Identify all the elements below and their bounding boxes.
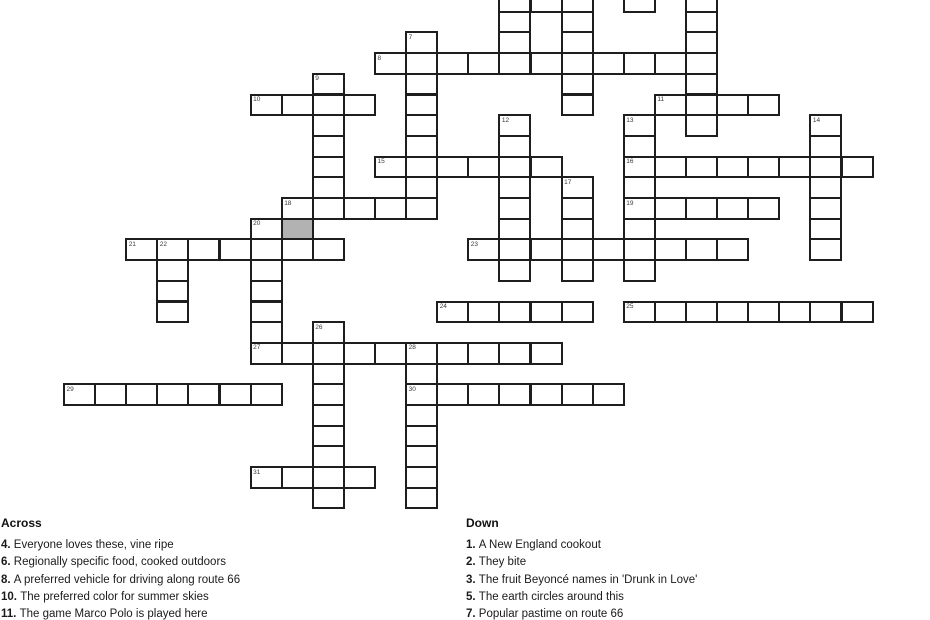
cell-number: 25 [626,303,634,310]
grid-cell-c18r3[interactable] [623,52,656,75]
grid-cell-c8r23[interactable] [312,466,345,489]
grid-cell-c11r23[interactable] [405,466,438,489]
grid-cell-c20r4[interactable] [685,73,718,96]
grid-cell-c16r19[interactable] [561,383,594,406]
grid-cell-c22r15[interactable] [747,301,780,324]
clue-item-8: 8. A preferred vehicle for driving along route 66 [1,573,241,586]
cell-number: 15 [377,158,385,166]
grid-cell-c11r19[interactable] [405,383,438,406]
grid-cell-c9r10[interactable] [343,197,376,220]
grid-cell-c8r24[interactable] [312,487,345,510]
grid-cell-c8r21[interactable] [312,425,345,448]
grid-cell-c16r11[interactable] [561,218,594,241]
grid-cell-c13r17[interactable] [467,342,500,365]
grid-cell-c14r12[interactable] [498,238,531,261]
grid-cell-c18r12[interactable] [623,238,656,261]
grid-cell-c11r3[interactable] [405,52,438,75]
grid-cell-c16r2[interactable] [561,31,594,54]
grid-cell-c24r6[interactable] [809,114,842,137]
grid-cell-c15r0[interactable] [530,0,563,13]
clue-item-11: 11. The game Marco Polo is played here [1,608,208,620]
grid-cell-c12r8[interactable] [436,156,469,179]
grid-cell-c0r19[interactable] [63,383,96,406]
grid-cell-c14r3[interactable] [498,52,531,75]
grid-cell-c21r10[interactable] [716,197,749,220]
grid-cell-c7r23[interactable] [281,466,314,489]
grid-cell-c20r1[interactable] [685,11,718,34]
grid-cell-c9r23[interactable] [343,466,376,489]
grid-cell-c8r18[interactable] [312,363,345,386]
grid-cell-c7r10[interactable] [281,197,314,220]
grid-cell-c11r10[interactable] [405,197,438,220]
clue-item-1: 1. A New England cookout [466,539,601,551]
grid-cell-c16r12[interactable] [561,238,594,261]
grid-cell-c20r15[interactable] [685,301,718,324]
clue-item-5: 5. The earth circles around this [466,590,624,603]
down-heading: Down [466,516,499,530]
grid-cell-c19r12[interactable] [654,238,687,261]
grid-cell-c6r17[interactable] [250,342,283,365]
clue-item-10: 10. The preferred color for summer skies [1,590,209,603]
grid-cell-c20r2[interactable] [685,31,718,54]
grid-cell-c24r7[interactable] [809,135,842,158]
grid-cell-c21r12[interactable] [716,238,749,261]
grid-cell-c12r17[interactable] [436,342,469,365]
grid-cell-c3r19[interactable] [156,383,189,406]
clue-number: 11. [1,608,20,620]
clue-number: 7. [466,608,479,620]
grid-cell-c11r2[interactable] [405,31,438,54]
grid-cell-c25r8[interactable] [841,156,874,179]
grid-cell-c7r11[interactable] [281,218,314,241]
grid-cell-c11r9[interactable] [405,176,438,199]
grid-cell-c1r19[interactable] [94,383,127,406]
grid-cell-c19r3[interactable] [654,52,687,75]
grid-cell-c14r19[interactable] [498,383,531,406]
down-clue-list [466,537,921,620]
grid-cell-c17r12[interactable] [592,238,625,261]
grid-cell-c22r8[interactable] [747,156,780,179]
grid-cell-c16r9[interactable] [561,176,594,199]
grid-cell-c22r10[interactable] [747,197,780,220]
grid-cell-c16r4[interactable] [561,73,594,96]
grid-cell-c18r8[interactable] [623,156,656,179]
cell-number: 30 [408,385,416,393]
cell-number: 13 [626,116,634,124]
grid-cell-c5r19[interactable] [219,383,252,406]
grid-cell-c11r24[interactable] [405,487,438,510]
grid-cell-c22r5[interactable] [747,94,780,117]
cell-number: 11 [657,96,665,103]
cell-number: 19 [626,199,634,207]
grid-cell-c6r15[interactable] [250,301,283,324]
grid-cell-c8r20[interactable] [312,404,345,427]
grid-cell-c19r8[interactable] [654,156,687,179]
cell-number: 29 [66,385,74,393]
grid-cell-c6r5[interactable] [250,94,283,117]
grid-cell-c11r22[interactable] [405,445,438,468]
grid-cell-c4r12[interactable] [187,238,220,261]
grid-cell-c13r3[interactable] [467,52,500,75]
cell-number: 14 [812,116,821,124]
grid-cell-c8r7[interactable] [312,135,345,158]
grid-cell-c21r15[interactable] [716,301,749,324]
grid-cell-c24r12[interactable] [809,238,842,261]
grid-cell-c14r6[interactable] [498,114,531,137]
grid-cell-c13r8[interactable] [467,156,500,179]
grid-cell-c15r3[interactable] [530,52,563,75]
grid-cell-c2r19[interactable] [125,383,158,406]
grid-cell-c14r11[interactable] [498,218,531,241]
grid-cell-c13r19[interactable] [467,383,500,406]
grid-cell-c14r8[interactable] [498,156,531,179]
grid-cell-c6r13[interactable] [250,259,283,282]
grid-cell-c20r12[interactable] [685,238,718,261]
grid-cell-c23r8[interactable] [778,156,811,179]
clue-number: 6. [1,556,14,569]
grid-cell-c13r12[interactable] [467,238,500,261]
cell-number: 23 [470,240,479,248]
clue-number: 3. [466,573,479,586]
cell-number: 17 [564,178,572,186]
grid-cell-c19r5[interactable] [654,94,687,117]
grid-cell-c11r21[interactable] [405,425,438,448]
grid-cell-c13r15[interactable] [467,301,500,324]
grid-cell-c11r4[interactable] [405,73,438,96]
grid-cell-c12r19[interactable] [436,383,469,406]
grid-cell-c19r10[interactable] [654,197,687,220]
across-clues-section [1,516,456,620]
cell-number: 20 [253,220,261,228]
grid-cell-c19r15[interactable] [654,301,687,324]
grid-cell-c20r10[interactable] [685,197,718,220]
grid-cell-c8r9[interactable] [312,176,345,199]
grid-cell-c14r9[interactable] [498,176,531,199]
grid-cell-c14r15[interactable] [498,301,531,324]
cell-number: 22 [159,240,168,248]
cell-number: 12 [501,116,510,124]
grid-cell-c8r8[interactable] [312,156,345,179]
grid-cell-c11r8[interactable] [405,156,438,179]
grid-cell-c11r17[interactable] [405,342,438,365]
grid-cell-c11r6[interactable] [405,114,438,137]
grid-cell-c24r15[interactable] [809,301,842,324]
clue-number: 10. [1,590,21,603]
cell-number: 21 [128,240,136,248]
cell-number: 27 [253,344,261,352]
grid-cell-c6r14[interactable] [250,280,283,303]
grid-cell-c5r12[interactable] [219,238,252,261]
grid-cell-c24r11[interactable] [809,218,842,241]
grid-cell-c14r13[interactable] [498,259,531,282]
grid-cell-c24r10[interactable] [809,197,842,220]
cell-number: 18 [284,199,292,207]
grid-cell-c3r14[interactable] [156,280,189,303]
grid-cell-c9r5[interactable] [343,94,376,117]
grid-cell-c8r5[interactable] [312,94,345,117]
grid-cell-c18r9[interactable] [623,176,656,199]
grid-cell-c16r10[interactable] [561,197,594,220]
clue-number: 1. [466,539,479,551]
grid-cell-c2r12[interactable] [125,238,158,261]
grid-cell-c12r3[interactable] [436,52,469,75]
grid-cell-c6r23[interactable] [250,466,283,489]
grid-cell-c7r5[interactable] [281,94,314,117]
grid-cell-c3r13[interactable] [156,259,189,282]
grid-cell-c14r10[interactable] [498,197,531,220]
grid-cell-c14r17[interactable] [498,342,531,365]
grid-cell-c18r0[interactable] [623,0,656,13]
clue-item-6: 6. Regionally specific food, cooked outdoors [1,556,227,569]
grid-cell-c10r3[interactable] [374,52,407,75]
grid-cell-c4r19[interactable] [187,383,220,406]
grid-cell-c3r15[interactable] [156,301,189,324]
grid-cell-c21r8[interactable] [716,156,749,179]
grid-cell-c20r3[interactable] [685,52,718,75]
grid-cell-c8r16[interactable] [312,321,345,344]
across-heading: Across [1,516,42,530]
grid-cell-c18r10[interactable] [623,197,656,220]
grid-cell-c14r2[interactable] [498,31,531,54]
grid-cell-c20r8[interactable] [685,156,718,179]
cell-number: 9 [315,75,319,83]
grid-cell-c15r8[interactable] [530,156,563,179]
grid-cell-c6r12[interactable] [250,238,283,261]
grid-cell-c18r6[interactable] [623,114,656,137]
grid-cell-c20r5[interactable] [685,94,718,117]
cell-number: 10 [253,96,261,103]
clue-number: 4. [1,539,14,551]
grid-cell-c9r17[interactable] [343,342,376,365]
down-clues-section [466,516,921,620]
grid-cell-c16r15[interactable] [561,301,594,324]
grid-cell-c17r19[interactable] [592,383,625,406]
grid-cell-c8r17[interactable] [312,342,345,365]
cell-number: 26 [315,323,323,331]
clue-number: 2. [466,556,479,569]
clue-number: 8. [1,573,14,586]
grid-cell-c10r8[interactable] [374,156,407,179]
grid-cell-c16r5[interactable] [561,94,594,117]
grid-cell-c15r17[interactable] [530,342,563,365]
cell-number: 16 [626,158,634,166]
grid-cell-c20r6[interactable] [685,114,718,137]
across-clue-list [1,537,456,620]
grid-cell-c8r19[interactable] [312,383,345,406]
grid-cell-c10r10[interactable] [374,197,407,220]
grid-cell-c6r16[interactable] [250,321,283,344]
grid-cell-c18r13[interactable] [623,259,656,282]
grid-cell-c11r7[interactable] [405,135,438,158]
grid-cell-c6r19[interactable] [250,383,283,406]
grid-cell-c23r15[interactable] [778,301,811,324]
grid-cell-c8r6[interactable] [312,114,345,137]
clue-item-2: 2. They bite [466,556,527,569]
grid-cell-c25r15[interactable] [841,301,874,324]
cell-number: 8 [377,54,382,62]
cell-number: 24 [439,303,447,310]
grid-cell-c8r10[interactable] [312,197,345,220]
cell-number: 31 [253,468,261,476]
grid-cell-c24r8[interactable] [809,156,842,179]
grid-cell-c6r11[interactable] [250,218,283,241]
grid-cell-c21r5[interactable] [716,94,749,117]
grid-cell-c7r17[interactable] [281,342,314,365]
cell-number: 7 [408,33,413,41]
grid-cell-c18r7[interactable] [623,135,656,158]
grid-cell-c14r1[interactable] [498,11,531,34]
grid-cell-c18r11[interactable] [623,218,656,241]
grid-cell-c17r3[interactable] [592,52,625,75]
clue-item-3: 3. The fruit Beyoncé names in 'Drunk in Love' [466,573,698,586]
grid-cell-c16r13[interactable] [561,259,594,282]
grid-cell-c11r5[interactable] [405,94,438,117]
grid-cell-c18r15[interactable] [623,301,656,324]
grid-cell-c15r19[interactable] [530,383,563,406]
grid-cell-c15r15[interactable] [530,301,563,324]
cell-number: 28 [408,344,416,352]
grid-cell-c11r18[interactable] [405,363,438,386]
grid-cell-c7r12[interactable] [281,238,314,261]
grid-cell-c8r12[interactable] [312,238,345,261]
grid-cell-c12r15[interactable] [436,301,469,324]
clue-number: 5. [466,590,479,603]
grid-cell-c8r22[interactable] [312,445,345,468]
grid-cell-c11r20[interactable] [405,404,438,427]
grid-cell-c24r9[interactable] [809,176,842,199]
grid-cell-c15r12[interactable] [530,238,563,261]
clue-item-7: 7. Popular pastime on route 66 [466,608,624,620]
grid-cell-c10r17[interactable] [374,342,407,365]
grid-cell-c16r3[interactable] [561,52,594,75]
grid-cell-c14r7[interactable] [498,135,531,158]
clue-item-4: 4. Everyone loves these, vine ripe [1,539,174,551]
grid-cell-c8r4[interactable] [312,73,345,96]
grid-cell-c3r12[interactable] [156,238,189,261]
grid-cell-c16r1[interactable] [561,11,594,34]
